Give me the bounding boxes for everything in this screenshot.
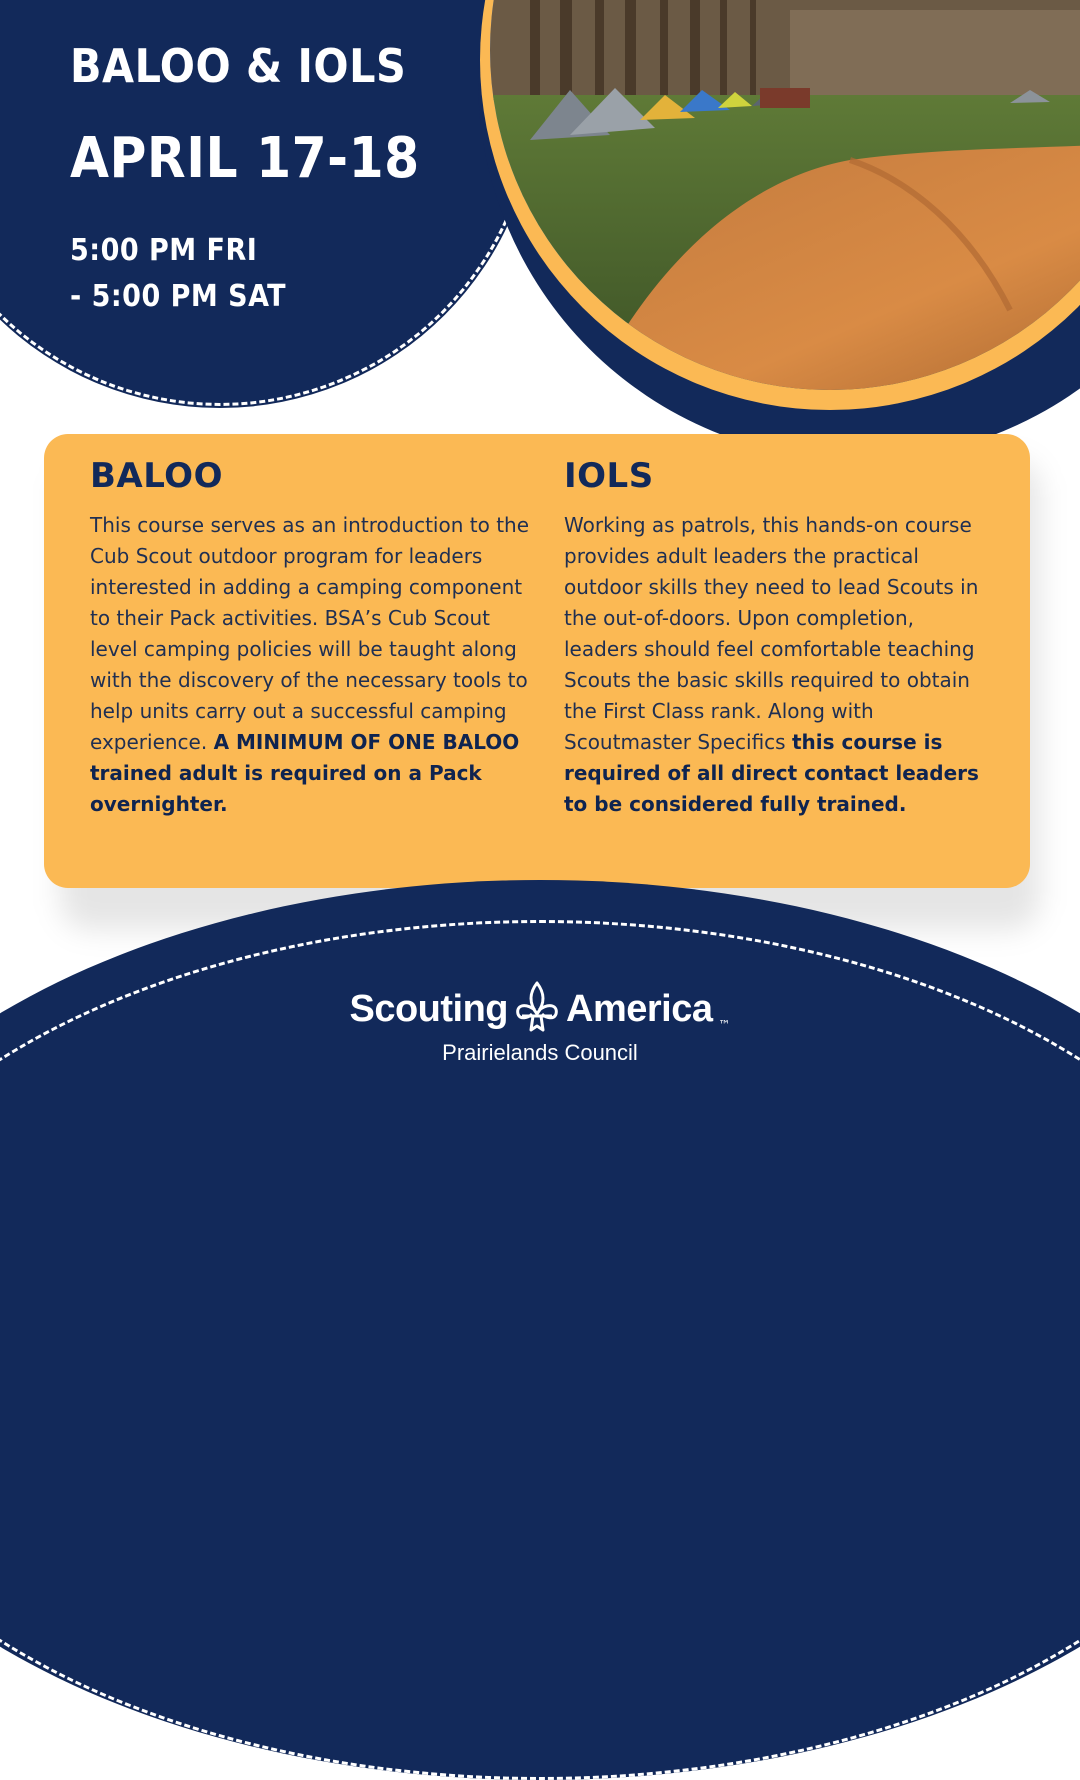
iols-section	[564, 456, 994, 820]
baloo-body: This course serves as an introduction to the Cub Scout outdoor program for leaders interested in adding a camping component to their Pack activities. BSA’s Cub Scout level camping policies will be taught along with the discovery of the necessary tools to help units carry out a successful camping experience.	[90, 513, 530, 754]
baloo-requirement: A MINIMUM OF ONE BALOO trained adult is required on a Pack overnighter.	[90, 730, 520, 816]
event-date: APRIL 17-18	[70, 126, 420, 191]
info-card	[44, 434, 1030, 888]
iols-heading: IOLS	[564, 456, 654, 496]
event-title: BALOO & IOLS	[70, 39, 407, 93]
baloo-description	[90, 510, 530, 820]
iols-body: Working as patrols, this hands-on course provides adult leaders the practical outdoor skills they need to lead Scouts in the out-of-doors. Upon completion, leaders should feel comfortable teaching Scouts the basic skills required to obtain the First Class rank. Along with Scoutmaster Specifics	[564, 513, 979, 754]
event-time-start: 5:00 PM FRI	[70, 233, 258, 268]
fleur-de-lis-icon	[514, 980, 560, 1038]
event-time-end: - 5:00 PM SAT	[70, 279, 287, 314]
baloo-section	[90, 456, 530, 820]
council-name: Prairielands Council	[442, 1040, 638, 1065]
logo-word-scouting: Scouting	[349, 987, 509, 1030]
tents-in-campground-photo	[490, 0, 1080, 390]
logo-trademark: ™	[718, 1018, 731, 1032]
scouting-america-logo	[0, 980, 1080, 1066]
logo-word-america: America	[566, 987, 713, 1030]
baloo-heading: BALOO	[90, 456, 223, 496]
event-time	[70, 228, 286, 320]
iols-requirement: this course is required of all direct contact leaders to be considered fully trained.	[564, 730, 979, 816]
logo-wordmark	[349, 980, 730, 1038]
iols-description	[564, 510, 994, 820]
